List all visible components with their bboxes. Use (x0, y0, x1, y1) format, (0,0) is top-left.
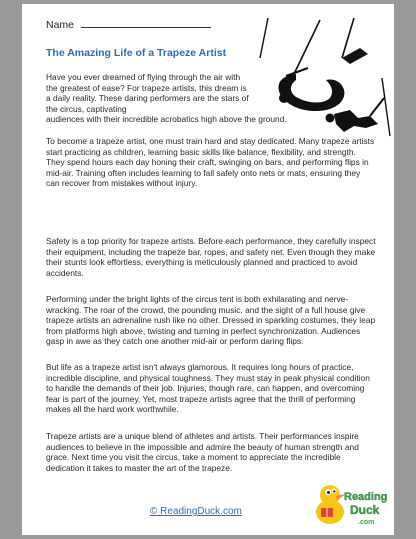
reading-duck-logo[interactable] (312, 478, 390, 530)
name-row (46, 17, 211, 31)
logo-text-duck: Duck (350, 503, 380, 517)
intro-tail-text: audiences with their incredible acrobatics high above the ground. (46, 114, 287, 125)
logo-text-reading: Reading (344, 491, 388, 503)
paragraph-challenges: But life as a trapeze artist isn't always glamorous. It requires long hours of practice, incredible discipline, and physical toughness. They must stay in peak physical condition to handle the demands of their job. Injuries, though rare, can happen, and overcoming fear is part of the journey. Yet, most trapeze artists agree that the thrill of performing makes all the hard work worthwhile. (46, 362, 370, 415)
paragraph-conclusion: Trapeze artists are a unique blend of athletes and artists. Their performances inspire audiences to believe in the impossible and admire the beauty of human strength and grace. Next time you visit the circus, take a moment to appreciate the incredible dedication it takes to master the art of the trapeze. (46, 431, 359, 473)
footer-link[interactable]: © ReadingDuck.com (150, 506, 242, 517)
name-line (81, 17, 211, 28)
name-label: Name (46, 19, 75, 31)
paragraph-performing: Performing under the bright lights of the circus tent is both exhilarating and nerve-wracking. The roar of the crowd, the pounding music, and the sight of a full house give trapeze artists an adrenaline rush like no other. Dressed in sparkling costumes, they leap from platforms high above, twisting and turning in perfect synchronization. Audiences gasp in awe as they catch one another mid-air or perform daring flips. (46, 294, 376, 347)
paragraph-safety: Safety is a top priority for trapeze artists. Before each performance, they carefully inspect their equipment, including the trapeze bar, ropes, and safety net. Even though they make their stunts look effortless, everything is meticulously planned and practiced to avoid accidents. (46, 236, 376, 278)
worksheet-page (22, 4, 394, 535)
logo-text-suffix: .com (358, 519, 375, 526)
paragraph-intro (46, 72, 287, 125)
page-title: The Amazing Life of a Trapeze Artist (46, 47, 227, 59)
paragraph-training: To become a trapeze artist, one must train hard and stay dedicated. Many trapeze artists start practicing as children, learning basic skills like balance, flexibility, and strength. They spend hours each day honing their craft, swinging on bars, and performing flips in mid-air. Training often includes learning to fall safely onto nets or mats, ensuring they can recover from mistakes without injury. (46, 136, 375, 189)
duck-head-icon (320, 485, 340, 505)
intro-wrapped-text: Have you ever dreamed of flying through the air with the greatest of ease? For trapeze artists, this dream is a daily reality. These daring performers are the stars of the circus, captivating (46, 72, 249, 114)
